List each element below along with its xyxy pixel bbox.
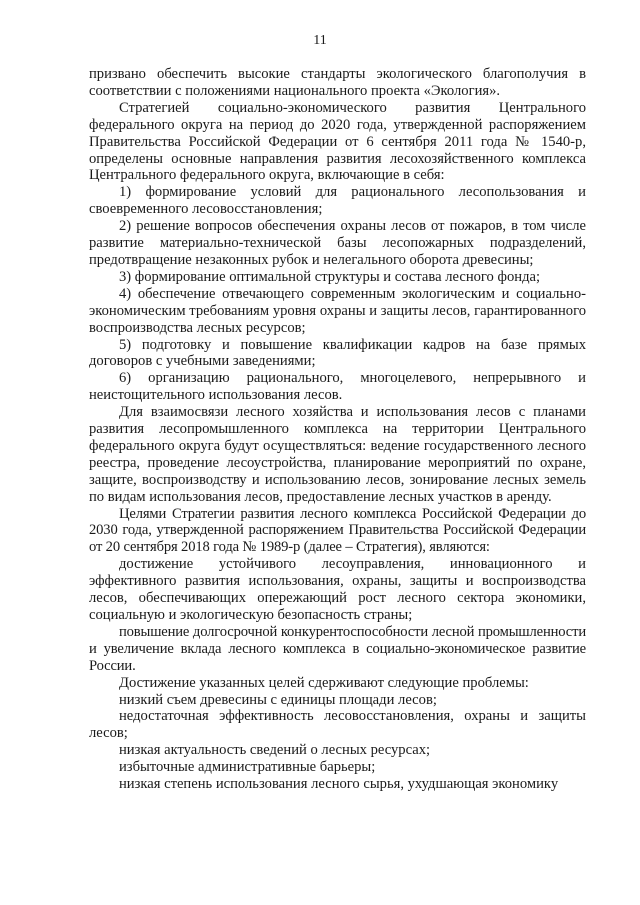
paragraph: призвано обеспечить высокие стандарты экологического благополучия в соответствии с положениями национального проекта «Экология». (89, 66, 586, 99)
document-body (89, 66, 586, 793)
page-number: 11 (313, 33, 327, 48)
paragraph: повышение долгосрочной конкурентоспособности лесной промышленности и увеличение вклада лесного комплекса в социально-экономическое развитие России. (89, 623, 586, 674)
paragraph: 5) подготовку и повышение квалификации кадров на базе прямых договоров с учебными заведениями; (89, 336, 586, 370)
paragraph: низкая актуальность сведений о лесных ресурсах; (119, 742, 431, 759)
paragraph: Целями Стратегии развития лесного комплекса Российской Федерации до 2030 года, утвержденной распоряжением Правительства Российской Федерации от 20 сентября 2018 года № 1989-р (далее – Стратегия), являются: (89, 505, 586, 556)
paragraph: 2) решение вопросов обеспечения охраны лесов от пожаров, в том числе развитие материально-технической базы лесопожарных подразделений, предотвращение незаконных рубок и нелегального оборота древесины; (89, 218, 586, 268)
paragraph: избыточные административные барьеры; (119, 759, 376, 776)
paragraph: низкая степень использования лесного сырья, ухудшающая экономику (119, 776, 559, 793)
paragraph: 6) организацию рационального, многоцелевого, непрерывного и неистощительного использования лесов. (89, 370, 586, 404)
paragraph: Достижение указанных целей сдерживают следующие проблемы: (119, 674, 529, 691)
paragraph: недостаточная эффективность лесовосстановления, охраны и защиты лесов; (89, 708, 586, 742)
paragraph: 4) обеспечение отвечающего современным экологическим и социально-экономическим требованиям уровня охраны и защиты лесов, гарантированного воспроизводства лесных ресурсов; (89, 285, 586, 336)
paragraph: 1) формирование условий для рационального лесопользования и своевременного лесовосстановления; (89, 184, 586, 218)
paragraph: Стратегией социально-экономического развития Центрального федерального округа на период до 2020 года, утвержденной распоряжением Правительства Российской Федерации от 6 сентября 2011 года № 1540-р, определены основные направления развития лесохозяйственного комплекса Центрального федерального округа, включающие в себя: (89, 99, 586, 184)
paragraph: 3) формирование оптимальной структуры и состава лесного фонда; (119, 268, 541, 285)
paragraph: низкий съем древесины с единицы площади лесов; (119, 691, 437, 708)
paragraph: достижение устойчивого лесоуправления, инновационного и эффективного развития использования, охраны, защиты и воспроизводства лесов, обеспечивающих опережающий рост лесного сектора экономики, социальную и экологическую безопасность страны; (89, 556, 586, 623)
paragraph: Для взаимосвязи лесного хозяйства и использования лесов с планами развития лесопромышленного комплекса на территории Центрального федерального округа будут осуществляться: ведение государственного лесного реестра, проведение лесоустройства, планирование мероприятий по охране, защите, воспроизводству и использованию лесов, зонирование лесных земель по видам использования лесов, предоставление лесных участков в аренду. (89, 404, 586, 505)
